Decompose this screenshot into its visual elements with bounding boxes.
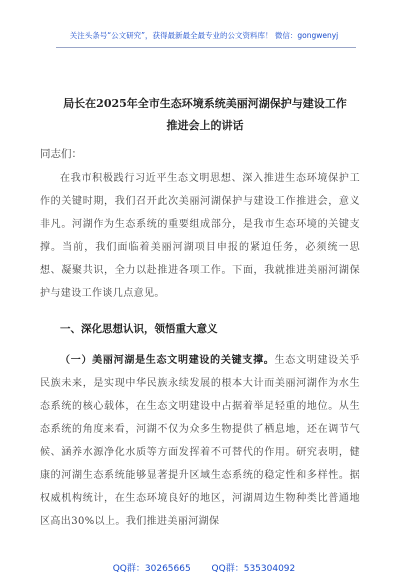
footer-qq-groups: QQ群：30265665 QQ群：535304092 bbox=[112, 564, 296, 574]
subsection-body: 生态文明建设关乎民族未来，是实现中华民族永续发展的根本大计而美丽河湖作为水生态系统的核心载体，在生态文明建设中占据着举足轻重的地位。从生态系统的角度来看，河湖不仅为众多生物提供了栖息地，还在调节气候、涵养水源净化水质等方面发挥着不可替代的作用。研究表明，健康的河湖生态系统能够显著提升区域生态系统的稳定性和多样性。据权威机构统计，在生态环境良好的地区，河湖周边生物种类比普通地区高出30%以上。我们推进美丽河湖保 bbox=[40, 355, 361, 527]
document-title-line2: 推进会上的讲话 bbox=[166, 119, 244, 132]
intro-paragraph: 在我市积极践行习近平生态文明思想、深入推进生态环境保护工作的关键时期，我们召开此次美丽河湖保护与建设工作推进会，意义非凡。河湖作为生态系统的重要组成部分，是我市生态环境的关键支撑。当前，我们面临着美丽河湖项目申报的紧迫任务，必须统一思想、凝聚共识，全力以赴推进各项工作。下面，我就推进美丽河湖保护与建设工作谈几点意见。 bbox=[40, 173, 360, 299]
salutation: 同志们： bbox=[40, 148, 82, 160]
header-divider bbox=[56, 47, 356, 48]
subsection-lead: （一）美丽河湖是生态文明建设的关键支撑。 bbox=[60, 355, 275, 366]
subsection-paragraph bbox=[40, 349, 360, 533]
section-heading: 一、深化思想认识，领悟重大意义 bbox=[60, 323, 218, 335]
header-banner: 关注头条号“公文研究”，获得最新最全最专业的公文资料库！ 微信：gongwenyj bbox=[69, 31, 339, 40]
document-title-line1: 局长在2025年全市生态环境系统美丽河湖保护与建设工作 bbox=[63, 97, 347, 110]
